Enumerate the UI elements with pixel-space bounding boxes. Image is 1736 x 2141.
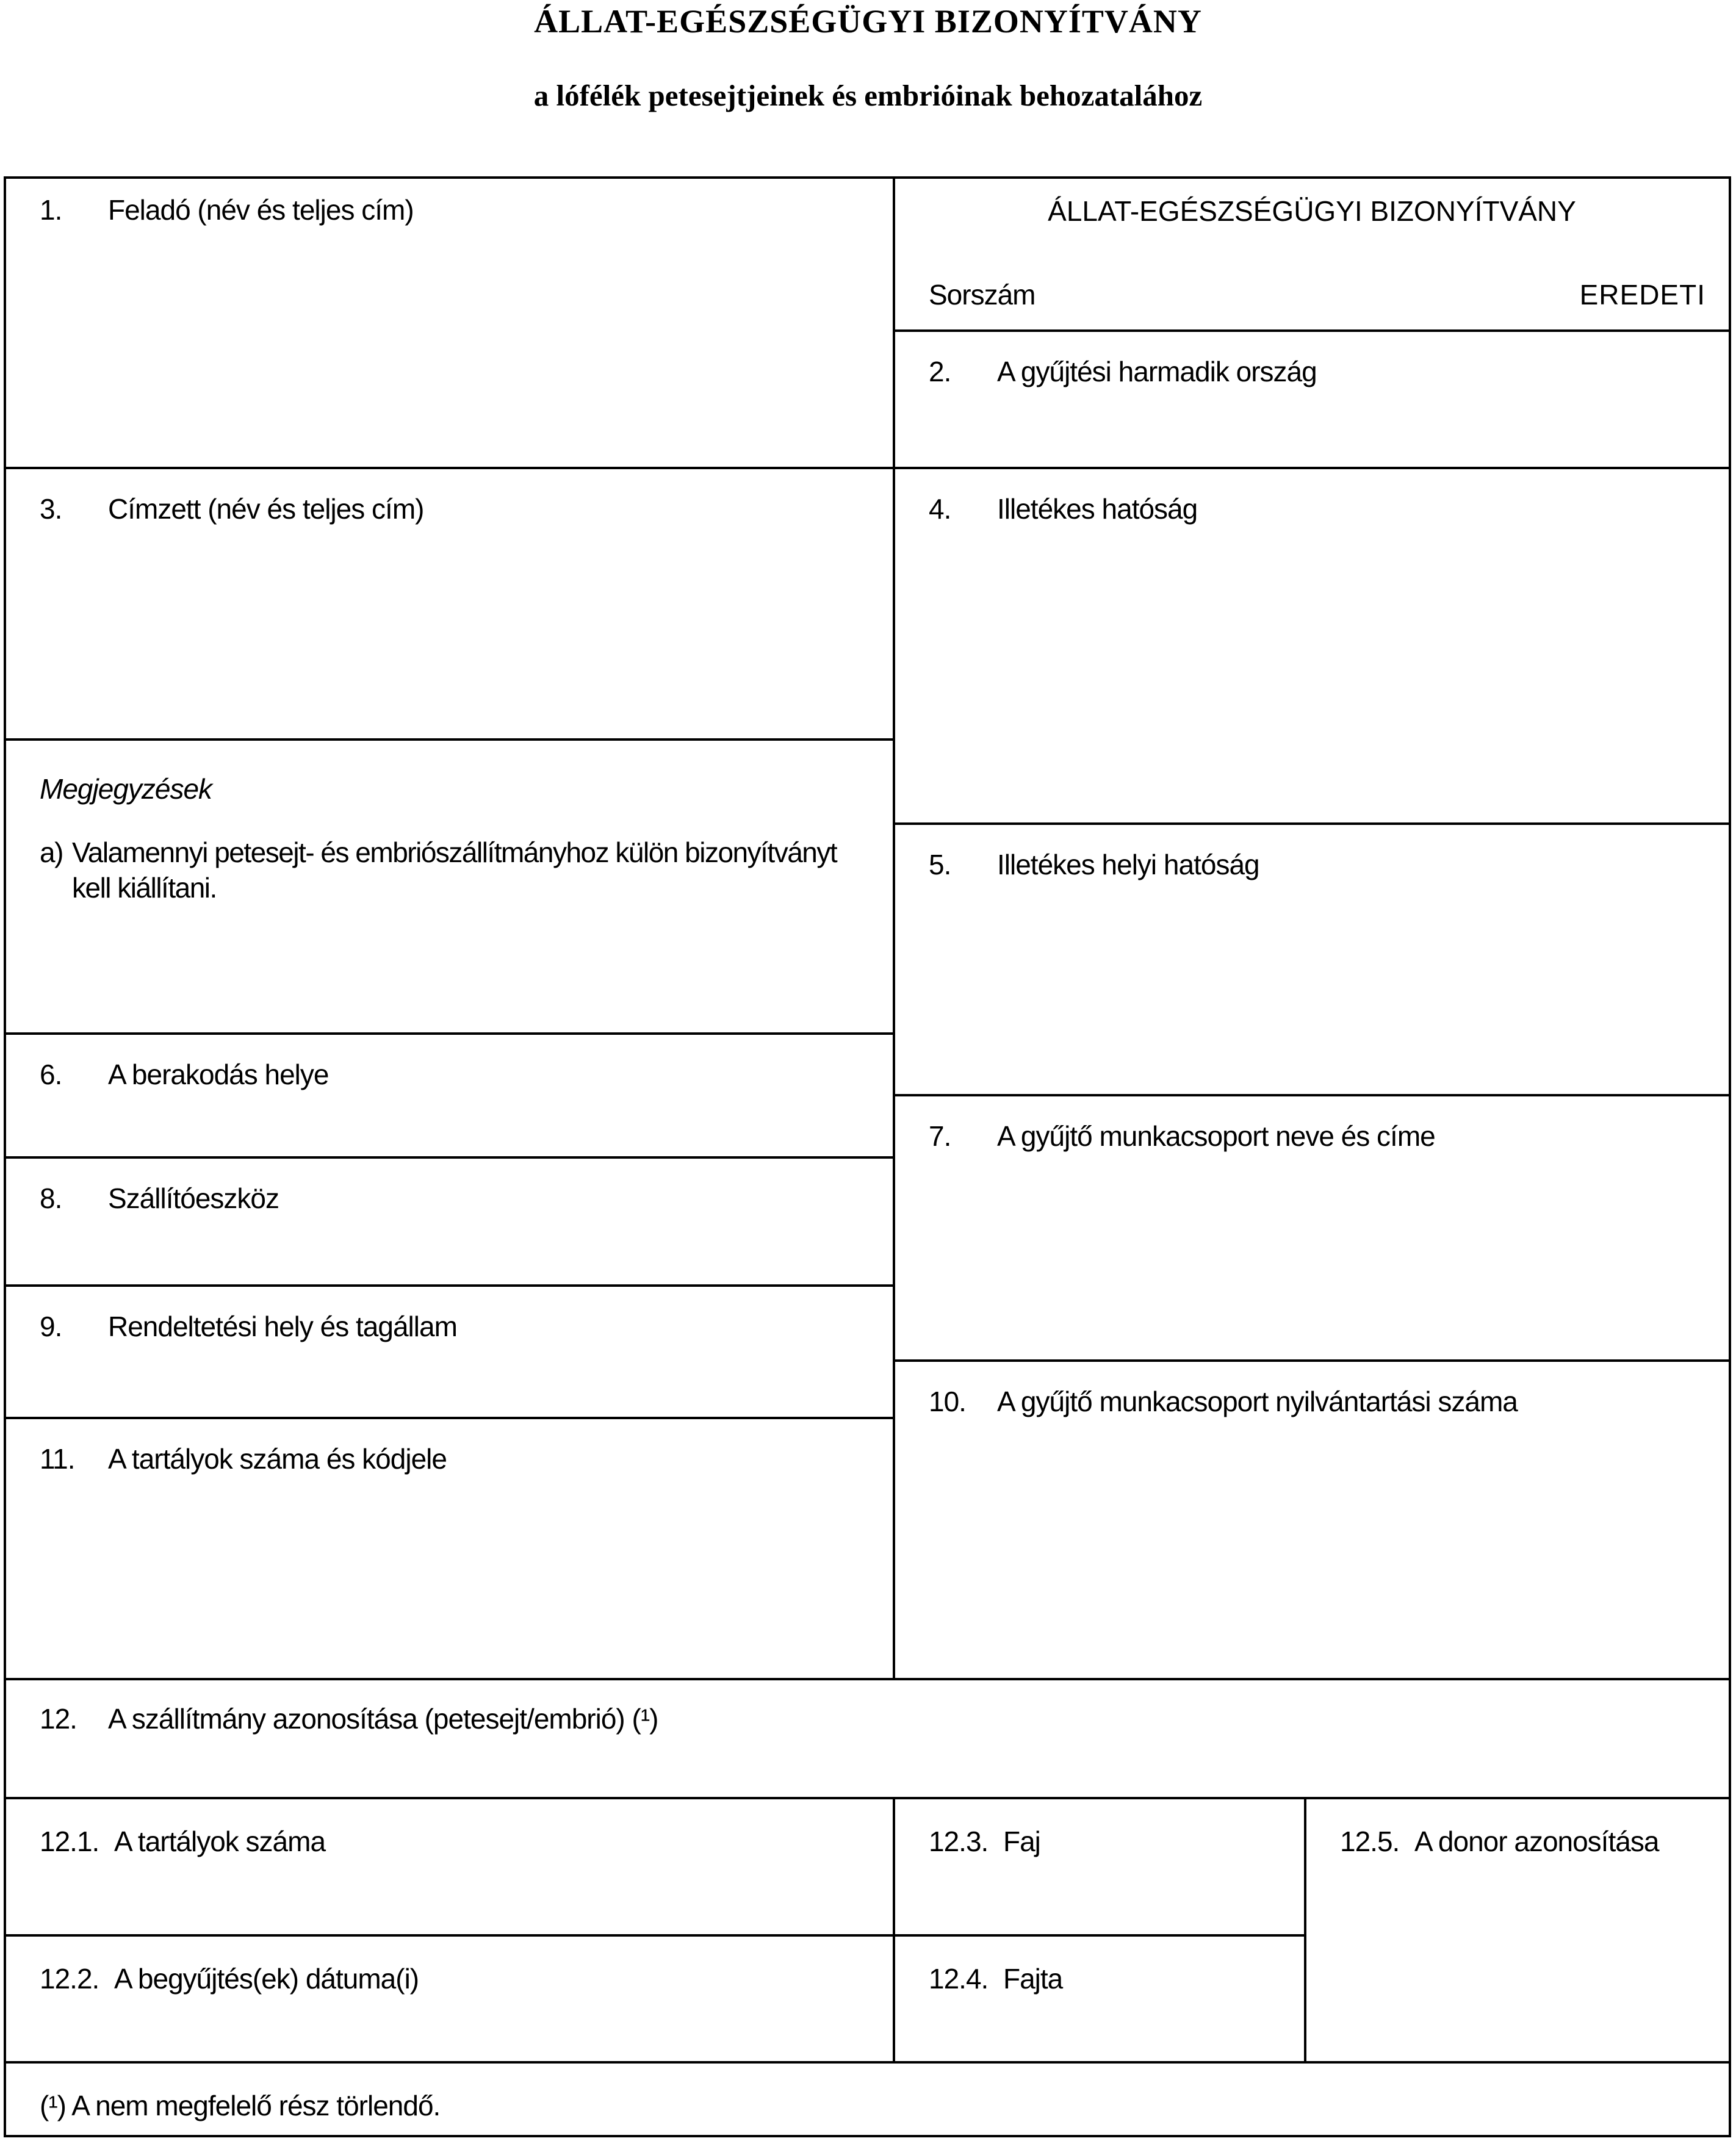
note-item-a [40,835,865,905]
field-12-2-number: 12.2. [40,1963,99,1995]
document-title: ÁLLAT-EGÉSZSÉGÜGYI BIZONYÍTVÁNY [534,3,1202,40]
field-12-4-number: 12.4. [929,1963,989,1995]
field-6-cell [6,1035,893,1159]
field-12-5-label: A donor azonosítása [1414,1826,1659,1857]
shipment-column-a [6,1799,895,2061]
field-3-number: 3. [40,493,62,525]
form-column-right [895,179,1729,1678]
field-7-label: A gyűjtő munkacsoport neve és címe [997,1120,1435,1152]
footnote-row [6,2064,1729,2135]
field-5-cell [895,825,1729,1096]
field-11-row [40,1442,865,1476]
field-12-2-label: A begyűjtés(ek) dátuma(i) [114,1963,419,1995]
field-3-row [40,492,865,526]
field-12-row [40,1702,1701,1736]
field-12-1-row [40,1825,865,1859]
field-12-3-label: Faj [1003,1826,1040,1857]
notes-title: Megjegyzések [40,773,212,805]
form-columns [6,179,1729,1680]
field-12-1-cell [6,1799,893,1937]
field-6-row [40,1058,865,1092]
field-4-label: Illetékes hatóság [997,493,1198,525]
shipment-column-c [1306,1799,1729,2061]
field-7-row [929,1120,1701,1153]
field-5-row [929,848,1701,882]
field-12-4-cell [895,1937,1304,2061]
field-1-number: 1. [40,194,62,226]
field-8-label: Szállítóeszköz [108,1182,279,1214]
note-item-a-marker: a) [40,837,63,868]
field-12-5-cell [1306,1799,1729,2061]
field-12-2-cell [6,1937,893,2061]
field-12-5-row [1340,1825,1701,1859]
field-8-row [40,1182,865,1215]
field-12-3-number: 12.3. [929,1826,989,1857]
certificate-header-title: ÁLLAT-EGÉSZSÉGÜGYI BIZONYÍTVÁNY [1048,195,1576,227]
field-10-cell [895,1362,1729,1678]
field-5-number: 5. [929,849,951,880]
field-12-1-number: 12.1. [40,1826,99,1857]
field-2-cell [895,332,1729,469]
document-subtitle: a lófélék petesejtjeinek és embrióinak behozatalához [533,79,1203,112]
field-12-1-label: A tartályok száma [114,1826,326,1857]
field-7-number: 7. [929,1120,951,1152]
field-3-cell [6,469,893,741]
note-item-a-text: Valamennyi petesejt- és embriószállítmányhoz külön bizonyítványt kell kiállítani. [72,837,837,904]
field-2-row [929,355,1701,389]
original-label: EREDETI [1579,279,1705,311]
field-4-cell [895,469,1729,825]
field-11-number: 11. [40,1443,75,1475]
field-12-3-row [929,1825,1277,1859]
notes-cell [6,741,893,1035]
field-7-cell [895,1096,1729,1362]
field-8-number: 8. [40,1182,62,1214]
field-9-row [40,1310,865,1344]
serial-label: Sorszám [929,279,1035,311]
field-9-cell [6,1287,893,1419]
field-9-label: Rendeltetési hely és tagállam [108,1311,457,1342]
field-10-number: 10. [929,1386,966,1417]
shipment-detail-columns [6,1799,1729,2064]
field-8-cell [6,1159,893,1287]
field-10-label: A gyűjtő munkacsoport nyilvántartási száma [997,1386,1518,1417]
field-10-row [929,1385,1701,1419]
shipment-column-b [895,1799,1306,2061]
field-12-4-label: Fajta [1003,1963,1063,1995]
field-4-number: 4. [929,493,951,525]
field-1-row [40,193,865,227]
field-11-label: A tartályok száma és kódjele [108,1443,447,1475]
certificate-header-cell [895,179,1729,332]
field-6-number: 6. [40,1059,62,1090]
field-2-label: A gyűjtési harmadik ország [997,356,1317,387]
serial-row [895,278,1729,329]
field-1-label: Feladó (név és teljes cím) [108,194,414,226]
field-12-2-row [40,1962,865,1996]
field-12-3-cell [895,1799,1304,1937]
field-5-label: Illetékes helyi hatóság [997,849,1259,880]
field-2-number: 2. [929,356,951,387]
field-12-label: A szállítmány azonosítása (petesejt/embrió) (¹) [108,1703,658,1735]
field-3-label: Címzett (név és teljes cím) [108,493,424,525]
form-table [4,176,1731,2137]
field-6-label: A berakodás helye [108,1059,329,1090]
field-1-cell [6,179,893,469]
field-12-number: 12. [40,1703,77,1735]
footnote-text: (¹) A nem megfelelő rész törlendő. [40,2090,441,2121]
field-12-5-number: 12.5. [1340,1826,1400,1857]
field-11-cell [6,1419,893,1678]
field-9-number: 9. [40,1311,62,1342]
field-12-cell [6,1680,1729,1799]
field-4-row [929,492,1701,526]
form-column-left [6,179,895,1678]
field-12-4-row [929,1962,1277,1996]
